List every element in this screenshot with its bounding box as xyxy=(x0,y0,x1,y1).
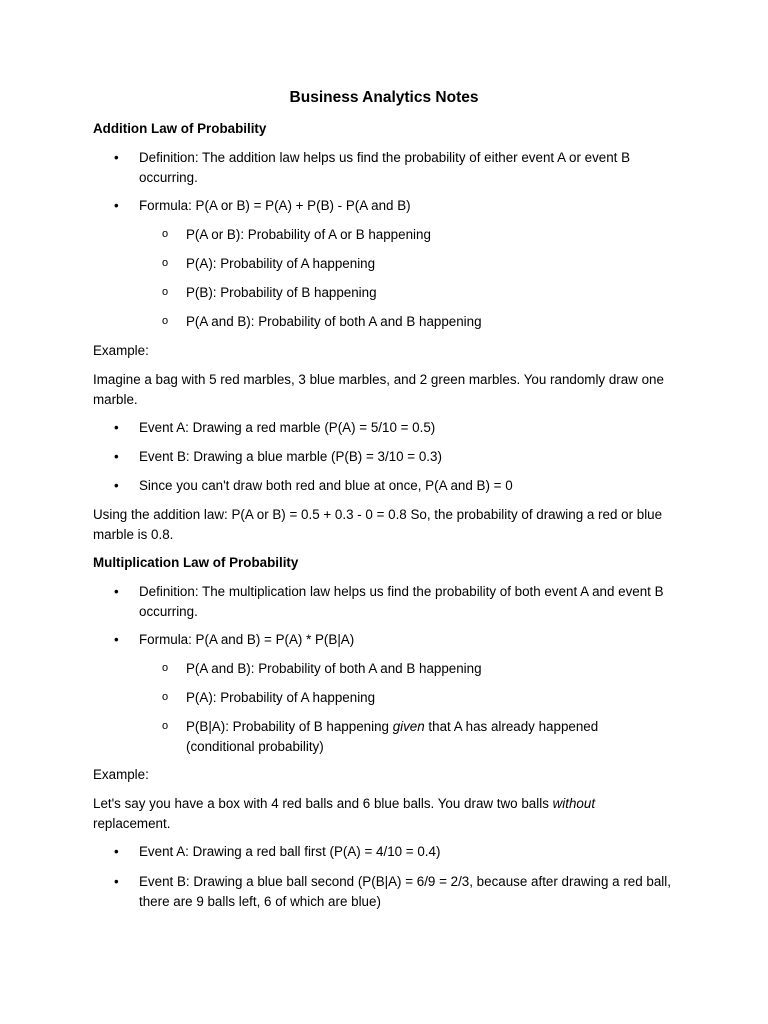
bullet-text: Event A: Drawing a red marble (P(A) = 5/10 = 0.5) xyxy=(139,420,436,435)
bullet-mark: • xyxy=(114,874,119,889)
sub-bullet-term xyxy=(162,225,666,245)
term-text-end: that A has already happened (conditional probability) xyxy=(186,719,599,754)
example-intro: Imagine a bag with 5 red marbles, 3 blue marbles, and 2 green marbles. You randomly draw one marble. xyxy=(93,372,664,407)
bullet-formula xyxy=(114,196,679,216)
bullet-event xyxy=(114,447,679,467)
bullet-mark: • xyxy=(114,632,119,647)
conclusion-paragraph: Using the addition law: P(A or B) = 0.5 + 0.3 - 0 = 0.8 So, the probability of drawing a red or blue marble is 0.8. xyxy=(93,507,663,542)
bullet-mark: • xyxy=(114,449,119,464)
bullet-text: Since you can't draw both red and blue at once, P(A and B) = 0 xyxy=(139,478,513,493)
intro-text-italic: without xyxy=(552,796,596,811)
bullet-mark: • xyxy=(114,844,119,859)
intro-text-start: Let's say you have a box with 4 red balls and 6 blue balls. You draw two balls xyxy=(93,796,553,811)
sub-bullet-mark: o xyxy=(162,662,169,674)
bullet-event xyxy=(114,418,679,438)
bullet-formula xyxy=(114,630,679,650)
sub-bullet-text: P(A): Probability of A happening xyxy=(186,256,376,271)
sub-bullet-text: P(A): Probability of A happening xyxy=(186,690,376,705)
term-text-start: P(B|A): Probability of B happening xyxy=(186,719,393,734)
bullet-text: Event B: Drawing a blue ball second (P(B|A) = 6/9 = 2/3, because after drawing a red ball, there are 9 balls left, 6 of which are blue) xyxy=(139,874,671,909)
sub-bullet-mark: o xyxy=(162,228,169,240)
page-title: Business Analytics Notes xyxy=(289,89,479,106)
sub-bullet-term xyxy=(162,688,666,708)
bullet-event xyxy=(114,842,679,862)
sub-bullet-text: P(A and B): Probability of both A and B happening xyxy=(186,314,482,329)
intro-text-end: replacement. xyxy=(93,815,171,831)
bullet-text: Definition: The multiplication law helps us find the probability of both event A and event B occurring. xyxy=(139,584,664,619)
sub-bullet-text: P(A or B): Probability of A or B happening xyxy=(186,227,431,242)
sub-bullet-mark: o xyxy=(162,315,169,327)
sub-bullet-text: P(B): Probability of B happening xyxy=(186,285,377,300)
bullet-event xyxy=(114,872,679,911)
sub-bullet-term xyxy=(162,254,666,274)
bullet-mark: • xyxy=(114,420,119,435)
bullet-mark: • xyxy=(114,150,119,165)
sub-bullet-mark: o xyxy=(162,691,169,703)
sub-bullet-text: P(A and B): Probability of both A and B happening xyxy=(186,661,482,676)
sub-bullet-term xyxy=(162,717,666,756)
bullet-text: Event A: Drawing a red ball first (P(A) = 4/10 = 0.4) xyxy=(139,844,441,859)
bullet-definition xyxy=(114,582,679,621)
bullet-mark: • xyxy=(114,198,119,213)
bullet-mark: • xyxy=(114,478,119,493)
bullet-mark: • xyxy=(114,584,119,599)
sub-bullet-term xyxy=(162,659,666,679)
bullet-event xyxy=(114,476,679,496)
bullet-text: Definition: The addition law helps us find the probability of either event A or event B occurring. xyxy=(139,150,631,185)
section-heading-multiplication-law: Multiplication Law of Probability xyxy=(93,555,299,570)
section-heading-addition-law: Addition Law of Probability xyxy=(93,121,267,136)
sub-bullet-term xyxy=(162,312,666,332)
term-text-italic: given xyxy=(392,719,425,734)
sub-bullet-text xyxy=(186,719,598,754)
example-intro xyxy=(93,794,675,833)
example-label: Example: xyxy=(93,343,149,358)
example-label: Example: xyxy=(93,767,149,782)
sub-bullet-mark: o xyxy=(162,720,169,732)
sub-bullet-term xyxy=(162,283,666,303)
bullet-definition xyxy=(114,148,679,187)
sub-bullet-mark: o xyxy=(162,286,169,298)
bullet-text: Formula: P(A or B) = P(A) + P(B) - P(A and B) xyxy=(139,198,411,213)
bullet-text: Formula: P(A and B) = P(A) * P(B|A) xyxy=(139,632,355,647)
sub-bullet-mark: o xyxy=(162,257,169,269)
bullet-text: Event B: Drawing a blue marble (P(B) = 3/10 = 0.3) xyxy=(139,449,442,464)
